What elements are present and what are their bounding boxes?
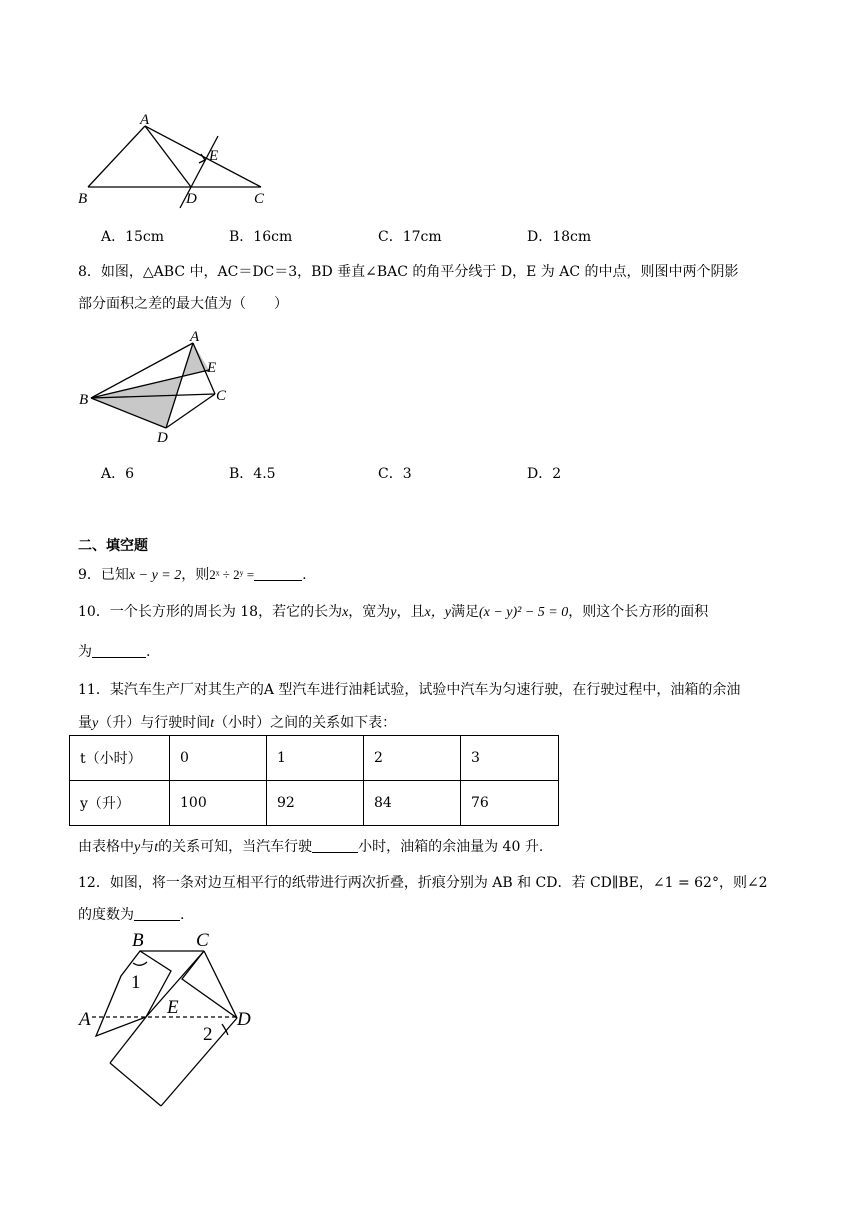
q11-line2-b: （升）与行驶时间 <box>98 715 211 731</box>
q12-line2-text: 的度数为 <box>78 907 134 923</box>
q9-expression: 2ˣ ÷ 2ʸ = <box>209 567 255 582</box>
q10-line2-text: 为 <box>78 644 92 660</box>
q11-y: y <box>92 716 99 731</box>
q7-option-d: D．18cm <box>527 229 592 245</box>
q8-line2: 部分面积之差的最大值为（ ） <box>78 296 288 312</box>
fig12-label-e: E <box>167 997 179 1018</box>
table-cell: 0 <box>170 736 267 781</box>
fig8-label-d: D <box>157 430 168 446</box>
q12-end: . <box>180 907 185 923</box>
q11-after-b: 与 <box>140 839 155 855</box>
q11-after-a: 由表格中 <box>78 839 134 855</box>
table-cell: 76 <box>461 781 559 826</box>
q11-after-y: y <box>134 840 141 855</box>
q11-t: t <box>210 716 215 731</box>
q9-condition: x − y = 2 <box>128 568 182 583</box>
table-row1-label: t（小时） <box>70 736 170 781</box>
q10-part1: 10．一个长方形的周长为 18，若它的长为 <box>78 604 343 620</box>
q11-after-t: t <box>154 840 159 855</box>
q7-option-c: C．17cm <box>378 229 442 245</box>
table-cell: 3 <box>461 736 559 781</box>
q10-part3: ，且 <box>396 604 425 620</box>
q10-y: y <box>390 605 397 620</box>
table-cell: 2 <box>364 736 461 781</box>
fig12-label-d: D <box>237 1009 251 1030</box>
q10-equation: (x − y)² − 5 = 0 <box>478 605 569 620</box>
q10-end: . <box>146 644 151 660</box>
q8-line1: 8．如图，△ABC 中，AC＝DC＝3，BD 垂直∠BAC 的角平分线于 D，E 为 AC 的中点，则图中两个阴影 <box>78 264 739 280</box>
table-cell: 92 <box>267 781 364 826</box>
fig12-angle-1: 1 <box>131 972 141 993</box>
q11-line1: 11．某汽车生产厂对其生产的A 型汽车进行油耗试验，试验中汽车为匀速行驶，在行驶过程中，油箱的余油 <box>78 682 741 698</box>
q10-part2: ，宽为 <box>348 604 391 620</box>
q11-line2-a: 量 <box>78 715 92 731</box>
table-row2-label: y（升） <box>70 781 170 826</box>
q8-option-a: A．6 <box>101 466 135 482</box>
fig12-label-c: C <box>196 930 209 951</box>
fig7-label-c: C <box>254 191 265 207</box>
table-cell: 100 <box>170 781 267 826</box>
fig7-label-e: E <box>209 148 219 164</box>
q7-option-a: A．15cm <box>101 229 165 245</box>
q11-line2-c: （小时）之间的关系如下表： <box>214 715 397 731</box>
table-cell: 1 <box>267 736 364 781</box>
q10-part4: 满足 <box>450 604 479 620</box>
fig12-label-a: A <box>79 1009 91 1030</box>
fig12-angle-2: 2 <box>203 1024 213 1045</box>
fig8-label-b: B <box>79 392 89 408</box>
q11-after-c: 的关系可知，当汽车行驶 <box>158 839 313 855</box>
q7-option-b: B．16cm <box>229 229 293 245</box>
q10-part5: ，则这个长方形的面积 <box>568 604 709 620</box>
q9-mid: ，则 <box>181 567 210 583</box>
fig8-label-c: C <box>216 388 227 404</box>
fig8-label-a: A <box>190 329 200 345</box>
q8-option-d: D．2 <box>527 466 562 482</box>
section-title: 二、填空题 <box>78 538 148 554</box>
q9-prefix: 9．已知 <box>78 567 129 583</box>
fig7-label-d: D <box>186 191 197 207</box>
fig8-label-e: E <box>207 360 217 376</box>
q10-x: x <box>342 605 349 620</box>
fig12-label-b: B <box>132 930 144 951</box>
table-cell: 84 <box>364 781 461 826</box>
q12-line1: 12．如图，将一条对边互相平行的纸带进行两次折叠，折痕分别为 AB 和 CD．若 CD∥BE，∠1 = 62°，则∠2 <box>78 875 768 891</box>
fig7-label-b: B <box>78 191 88 207</box>
q8-option-c: C．3 <box>378 466 412 482</box>
q11-after-d: 小时，油箱的余油量为 40 升. <box>358 839 544 855</box>
q9-end: . <box>302 567 307 583</box>
q10-xy: x，y <box>424 605 451 620</box>
q8-option-b: B．4.5 <box>229 466 276 482</box>
fig7-label-a: A <box>140 112 150 128</box>
